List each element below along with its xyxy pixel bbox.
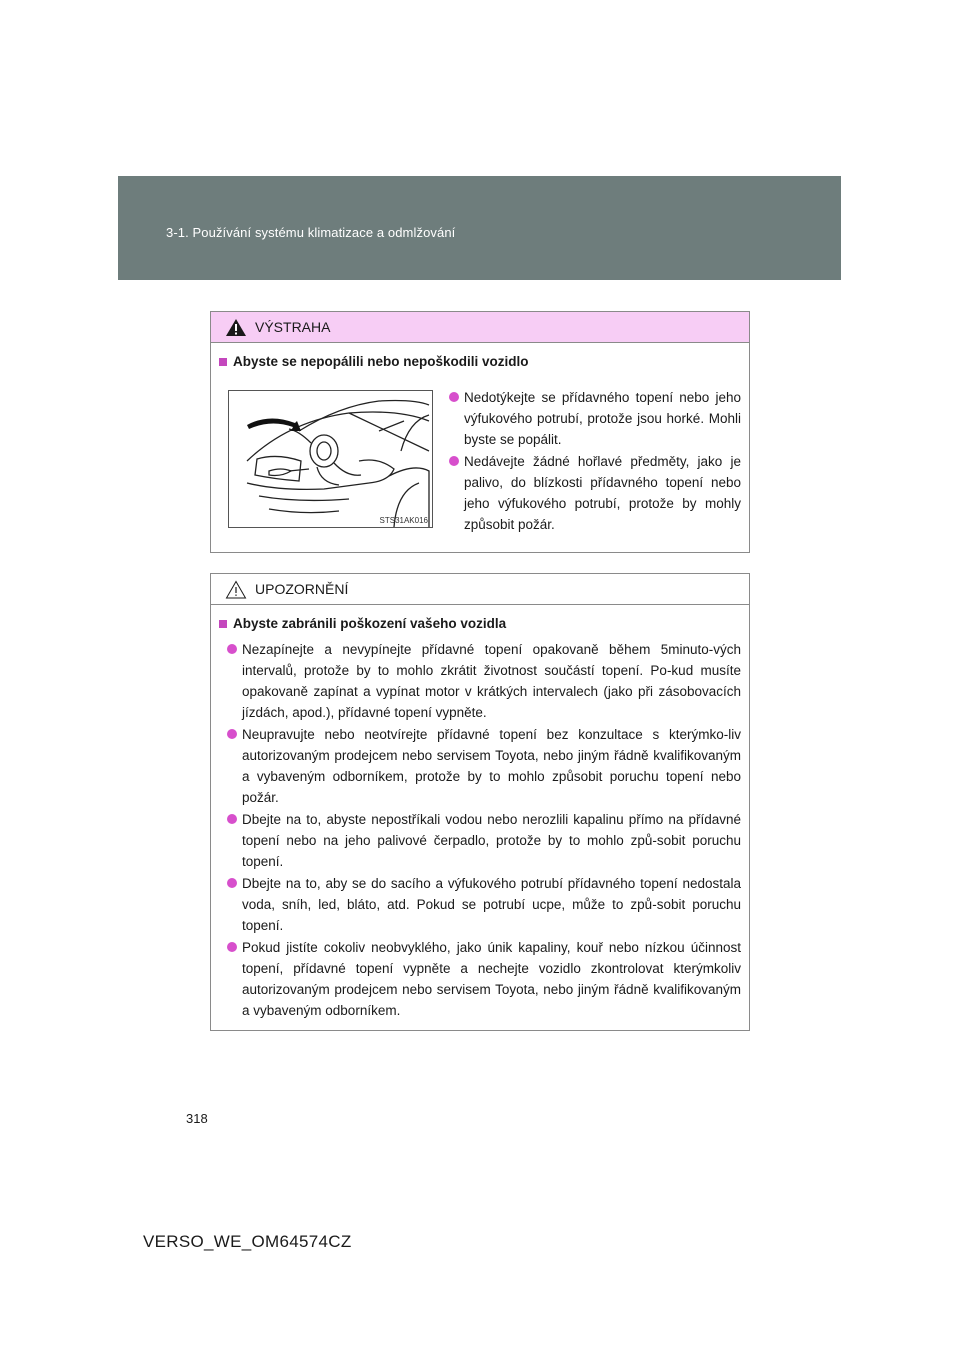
warning-subheading-text: Abyste se nepopálili nebo nepoškodili vozidlo bbox=[233, 354, 529, 369]
list-item: Pokud jistíte cokoliv neobvyklého, jako únik kapaliny, kouř nebo nízkou účinnost topení, přídavné topení vypněte a nechejte vozidlo zkontrolovat kterýmkoliv autorizovaným prodejcem nebo servisem Toyota, nebo jiným řádně kvalifikovaným a vybaveným odborníkem. bbox=[227, 937, 741, 1021]
caution-triangle-icon bbox=[225, 580, 255, 599]
bullet-dot-icon bbox=[449, 456, 459, 466]
caution-subheading-text: Abyste zabránili poškození vašeho vozidla bbox=[233, 616, 507, 631]
warning-box bbox=[210, 311, 750, 553]
section-title: 3-1. Používání systému klimatizace a odmlžování bbox=[166, 225, 456, 240]
list-item: Neupravujte nebo neotvírejte přídavné topení bez konzultace s kterýmko-liv autorizovaným prodejcem nebo servisem Toyota, nebo jiným řádně kvalifikovaným a vybaveným odborníkem, protože by to mohlo způsobit poruchu topení nebo požár. bbox=[227, 724, 741, 808]
square-bullet-icon bbox=[219, 358, 227, 366]
bullet-dot-icon bbox=[227, 814, 237, 824]
list-item: Dbejte na to, aby se do sacího a výfukového potrubí přídavného topení nedostala voda, sníh, led, bláto, atd. Pokud se potrubí ucpe, může to způ-sobit poruchu topení. bbox=[227, 873, 741, 936]
list-item: Nedotýkejte se přídavného topení nebo jeho výfukového potrubí, protože jsou horké. Mohli byste se popálit. bbox=[449, 387, 741, 450]
bullet-dot-icon bbox=[227, 878, 237, 888]
illustration-code: STS31AK016 bbox=[379, 516, 428, 525]
bullet-dot-icon bbox=[227, 644, 237, 654]
caution-box bbox=[210, 573, 750, 1031]
warning-header bbox=[211, 312, 749, 343]
engine-bay-illustration bbox=[228, 390, 433, 528]
bullet-dot-icon bbox=[227, 942, 237, 952]
caution-title: UPOZORNĚNÍ bbox=[255, 581, 349, 597]
list-item: Nezapínejte a nevypínejte přídavné topení opakovaně během 5minuto-vých intervalů, protože by to mohlo zkrátit životnost součástí topení. Po-kud musíte opakovaně zapínat a vypínat motor v krátkých intervalech (jako při zásobovacích jízdách, apod.), přídavné topení vypněte. bbox=[227, 639, 741, 723]
page-number: 318 bbox=[186, 1111, 208, 1126]
caution-subheading bbox=[219, 616, 506, 631]
warning-subheading bbox=[219, 354, 529, 369]
square-bullet-icon bbox=[219, 620, 227, 628]
document-code: VERSO_WE_OM64574CZ bbox=[143, 1232, 352, 1251]
warning-triangle-icon bbox=[225, 318, 255, 337]
list-item: Nedávejte žádné hořlavé předměty, jako je palivo, do blízkosti přídavného topení nebo jeho výfukového potrubí, protože by mohly způsobit požár. bbox=[449, 451, 741, 535]
bullet-dot-icon bbox=[449, 392, 459, 402]
caution-header bbox=[211, 574, 749, 605]
warning-title: VÝSTRAHA bbox=[255, 319, 331, 335]
list-item: Dbejte na to, abyste nepostříkali vodou nebo nerozlili kapalinu přímo na přídavné topení nebo na jeho palivové čerpadlo, protože by to mohlo způ-sobit poruchu topení. bbox=[227, 809, 741, 872]
bullet-dot-icon bbox=[227, 729, 237, 739]
car-front-heater-drawing bbox=[229, 391, 432, 527]
